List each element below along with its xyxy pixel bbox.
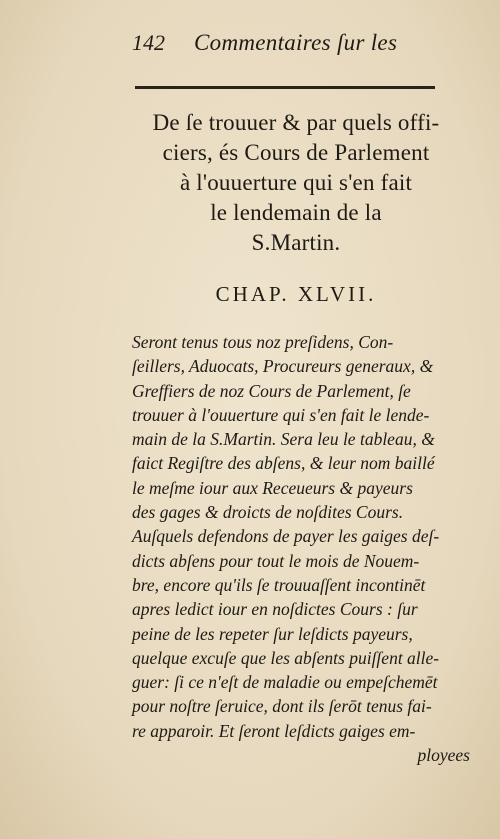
body-line: ſeillers, Aduocats, Procureurs generaux, &	[132, 356, 434, 377]
page-header	[132, 30, 432, 64]
catchword: ployees	[417, 745, 470, 766]
header-rule	[135, 86, 435, 89]
body-line: Auſquels defendons de payer les gaiges deſ-	[132, 526, 440, 547]
heading-line: à l'ouuerture qui s'en fait	[179, 170, 413, 195]
heading-line: S.Martin.	[251, 230, 341, 255]
body-line: apres ledict iour en noſdictes Cours : ſur	[132, 599, 418, 620]
heading-line: le lendemain de la	[210, 200, 382, 225]
body-line: re apparoir. Et ſeront leſdicts gaiges em-	[132, 720, 416, 741]
section-heading	[118, 108, 474, 258]
body-line: le meſme iour aux Receueurs & payeurs	[132, 477, 413, 498]
body-line: dicts abſens pour tout le mois de Nouem-	[132, 550, 420, 571]
body-line: des gages & droicts de noſdites Cours.	[132, 502, 404, 523]
body-line: peine de les repeter ſur leſdicts payeurs,	[132, 623, 413, 644]
page-number: 142	[132, 30, 165, 55]
body-line: guer: ſi ce n'eſt de maladie ou empeſchemēt	[132, 672, 438, 693]
running-title: Commentaires ſur les	[194, 30, 398, 55]
body-line: main de la S.Martin. Sera leu le tableau, &	[132, 429, 435, 450]
body-line: trouuer à l'ouuerture qui s'en fait le lende-	[132, 404, 430, 425]
body-line: bre, encore qu'ils ſe trouuaſſent incontinēt	[132, 574, 426, 595]
body-line: Seront tenus tous noz preſidens, Con-	[132, 332, 394, 352]
heading-line: ciers, és Cours de Parlement	[162, 140, 430, 165]
body-paragraph	[132, 330, 472, 767]
body-line: faict Regiſtre des abſens, & leur nom baillé	[132, 453, 435, 474]
heading-line: De ſe trouuer & par quels offi-	[152, 110, 440, 135]
body-line: Greffiers de noz Cours de Parlement, ſe	[132, 380, 411, 401]
body-line: pour noſtre ſeruice, dont ils ſerōt tenus fai-	[132, 696, 432, 717]
body-line: quelque excuſe que les abſents puiſſent alle-	[132, 647, 440, 668]
chapter-title: CHAP. XLVII.	[215, 282, 377, 306]
